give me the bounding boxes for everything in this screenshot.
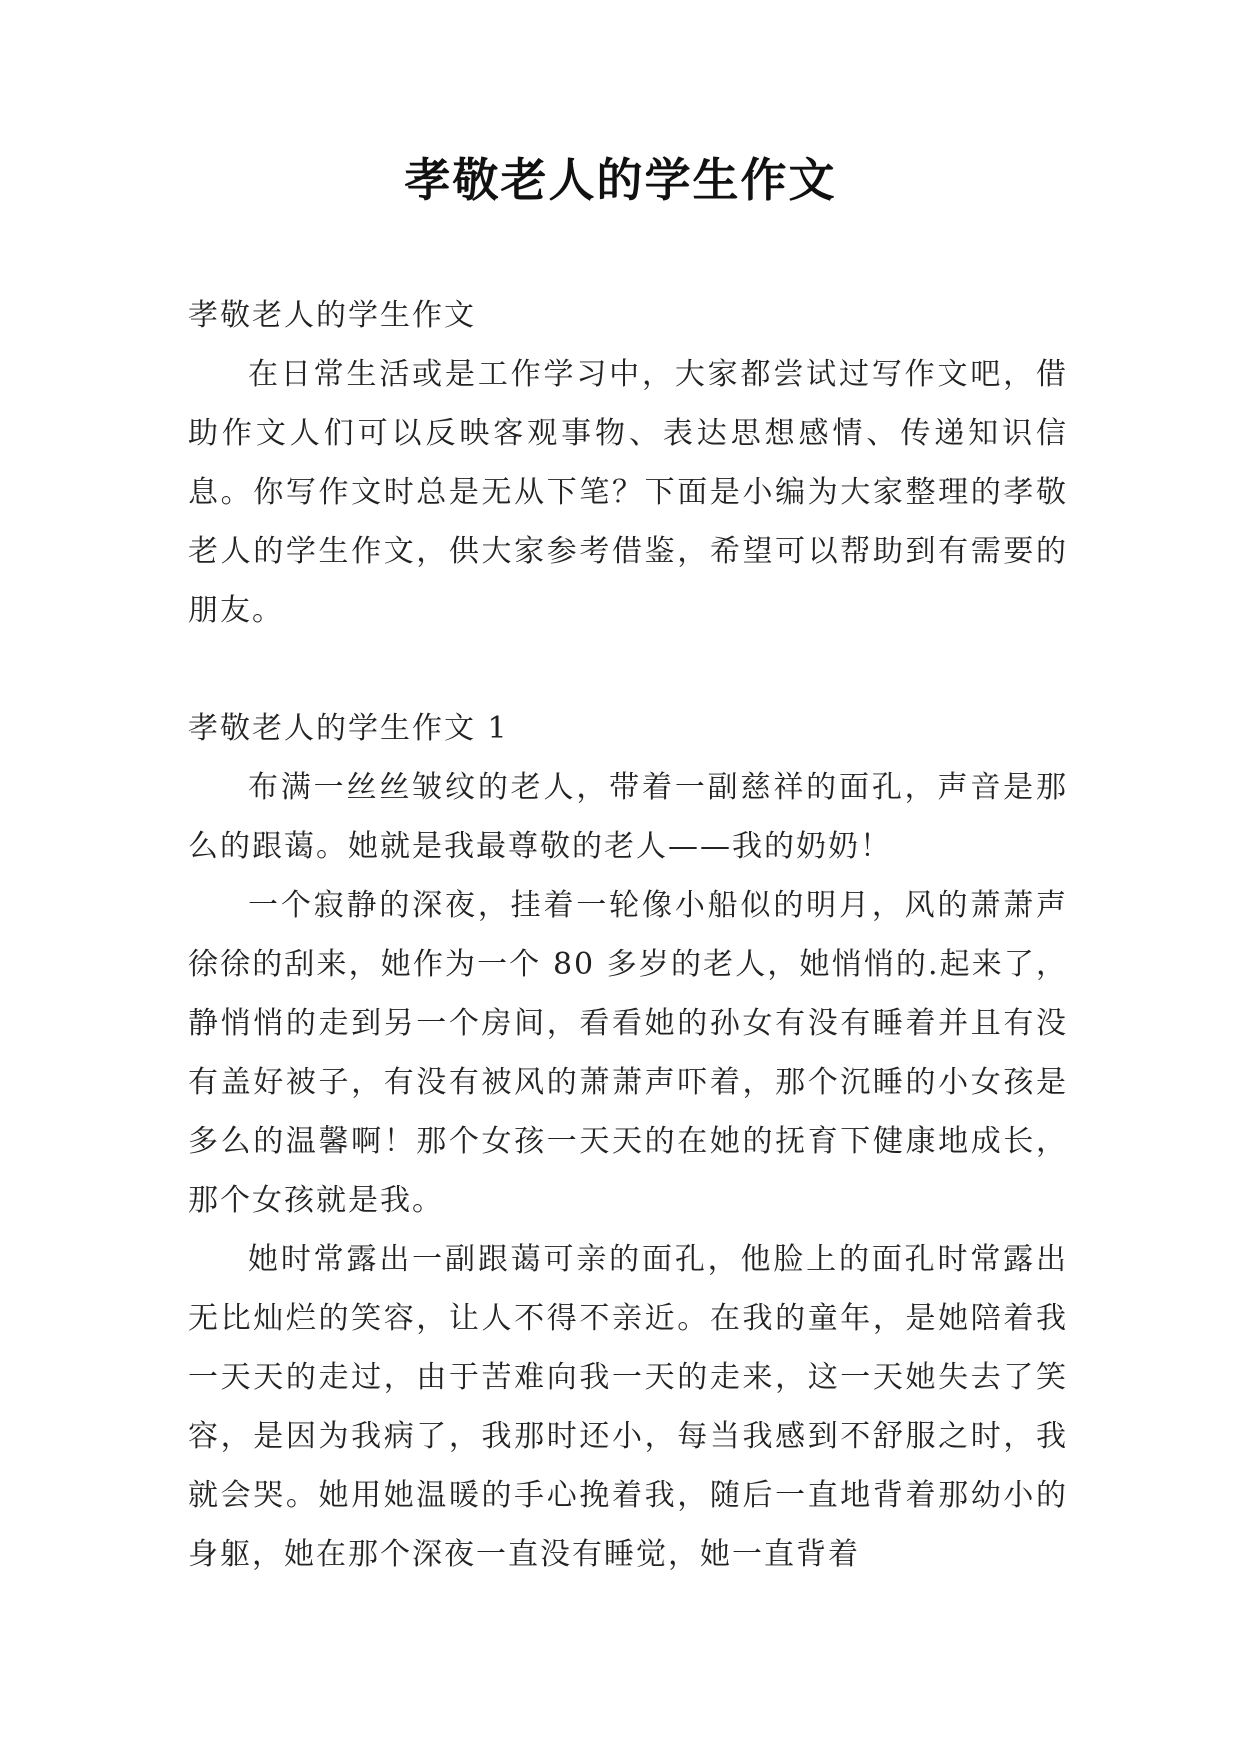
body-paragraph-3: 她时常露出一副跟蔼可亲的面孔，他脸上的面孔时常露出无比灿烂的笑容，让人不得不亲近。在我的童年，是她陪着我一天天的走过，由于苦难向我一天的走来，这一天她失去了笑容，是因为我病了，我那时还小，每当我感到不舒服之时，我就会哭。她用她温暖的手心挽着我，随后一直地背着那幼小的身躯，她在那个深夜一直没有睡觉，她一直背着 [188,1242,1068,1572]
intro-heading: 孝敬老人的学生作文 [188,298,476,333]
section-spacer [188,640,1068,699]
document-body [188,286,1068,1584]
intro-paragraph: 在日常生活或是工作学习中，大家都尝试过写作文吧，借助作文人们可以反映客观事物、表达思想感情、传递知识信息。你写作文时总是无从下笔？下面是小编为大家整理的孝敬老人的学生作文，供大家参考借鉴，希望可以帮助到有需要的朋友。 [188,357,1068,628]
document-title: 孝敬老人的学生作文 [404,153,837,207]
body-paragraph-2: 一个寂静的深夜，挂着一轮像小船似的明月，风的萧萧声徐徐的刮来，她作为一个 80 多岁的老人，她悄悄的.起来了，静悄悄的走到另一个房间，看看她的孙女有没有睡着并且有没有盖好被子，有没有被风的萧萧声吓着，那个沉睡的小女孩是多么的温馨啊！那个女孩一天天的在她的抚育下健康地成长，那个女孩就是我。 [188,888,1068,1218]
body-paragraph-1: 布满一丝丝皱纹的老人，带着一副慈祥的面孔，声音是那么的跟蔼。她就是我最尊敬的老人——我的奶奶！ [188,770,1068,864]
section-heading: 孝敬老人的学生作文 1 [188,711,509,746]
